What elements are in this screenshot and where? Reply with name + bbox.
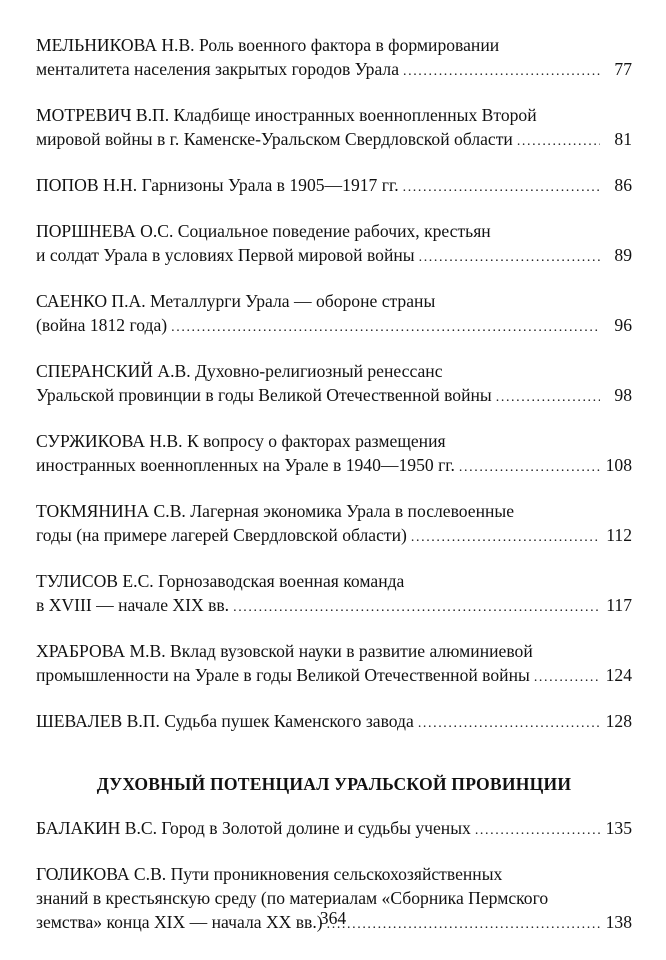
toc-entry (36, 499, 632, 550)
dot-leader (233, 596, 600, 620)
toc-entry-line: годы (на примере лагерей Свердловской области) (36, 525, 407, 545)
toc-entry-line: ТОКМЯНИНА С.В. Лагерная экономика Урала в послевоенные (36, 501, 515, 521)
toc-entry-page: 89 (614, 245, 632, 265)
toc-entry (36, 173, 632, 200)
toc-entry-page: 138 (605, 912, 632, 932)
toc-entry-line: промышленности на Урале в годы Великой Отечественной войны (36, 665, 530, 685)
toc-entry-line: СПЕРАНСКИЙ А.В. Духовно-религиозный ренессанс (36, 361, 443, 381)
dot-leader (517, 130, 600, 154)
toc-entry-line: Уральской провинции в годы Великой Отечественной войны (36, 385, 492, 405)
toc-entry-page: 117 (606, 595, 632, 615)
page-number: 364 (319, 908, 347, 928)
toc-entry-line: МЕЛЬНИКОВА Н.В. Роль военного фактора в формировании (36, 35, 500, 55)
toc-entry-last-line (36, 816, 632, 843)
toc-entry-line: ПОПОВ Н.Н. Гарнизоны Урала в 1905—1917 гг. (36, 175, 399, 195)
toc-entry-line: мировой войны в г. Каменске-Уральском Свердловской области (36, 129, 513, 149)
toc-entry-last-line (36, 709, 632, 736)
toc-entry-page: 96 (614, 315, 632, 335)
toc-entry (36, 103, 632, 154)
toc-entry-last-line (36, 313, 632, 340)
toc-entry-page: 108 (605, 455, 632, 475)
dot-leader (411, 526, 600, 550)
toc-entry-page: 98 (614, 385, 632, 405)
toc-entry-line: менталитета населения закрытых городов Урала (36, 59, 399, 79)
toc-entry-line: иностранных военнопленных на Урале в 1940—1950 гг. (36, 455, 455, 475)
toc-entry (36, 33, 632, 84)
toc-entry (36, 709, 632, 736)
toc-entry-line: в XVIII — начале XIX вв. (36, 595, 230, 615)
toc-entries-group (36, 33, 632, 736)
toc-entry (36, 289, 632, 340)
toc-entry-page: 124 (605, 665, 632, 685)
dot-leader (403, 60, 600, 84)
toc-entry-line: ТУЛИСОВ Е.С. Горнозаводская военная команда (36, 571, 405, 591)
toc-entry-line: МОТРЕВИЧ В.П. Кладбище иностранных военнопленных Второй (36, 105, 537, 125)
toc-entry-line: знаний в крестьянскую среду (по материалам «Сборника Пермского (36, 888, 549, 908)
toc-entry-line: и солдат Урала в условиях Первой мировой войны (36, 245, 415, 265)
toc-entry-line: САЕНКО П.А. Металлурги Урала — обороне страны (36, 291, 436, 311)
toc-entry-page: 81 (614, 129, 632, 149)
toc-entry (36, 639, 632, 690)
dot-leader (403, 176, 600, 200)
dot-leader (459, 456, 600, 480)
toc-entry-last-line (36, 663, 632, 690)
table-of-contents (36, 33, 632, 956)
section-title: ДУХОВНЫЙ ПОТЕНЦИАЛ УРАЛЬСКОЙ ПРОВИНЦИИ (96, 774, 572, 794)
toc-entry-line: ШЕВАЛЕВ В.П. Судьба пушек Каменского завода (36, 711, 414, 731)
toc-entry-last-line (36, 127, 632, 154)
dot-leader (475, 819, 600, 843)
toc-entry-last-line (36, 453, 632, 480)
toc-entry-page: 112 (606, 525, 632, 545)
toc-entry (36, 219, 632, 270)
toc-entry-last-line (36, 243, 632, 270)
toc-entry (36, 569, 632, 620)
toc-entry-last-line (36, 593, 632, 620)
dot-leader (418, 712, 600, 736)
toc-entry-last-line (36, 57, 632, 84)
toc-entry-line: (война 1812 года) (36, 315, 168, 335)
toc-entry-page: 128 (605, 711, 632, 731)
dot-leader (171, 316, 600, 340)
toc-entry-line: ПОРШНЕВА О.С. Социальное поведение рабочих, крестьян (36, 221, 491, 241)
toc-entry-last-line (36, 173, 632, 200)
toc-entry-page: 135 (605, 818, 632, 838)
toc-entry-line: СУРЖИКОВА Н.В. К вопросу о факторах размещения (36, 431, 446, 451)
toc-entry (36, 359, 632, 410)
dot-leader (534, 666, 600, 690)
toc-entry (36, 429, 632, 480)
dot-leader (419, 246, 600, 270)
toc-entry-line: БАЛАКИН В.С. Город в Золотой долине и судьбы ученых (36, 818, 471, 838)
dot-leader (496, 386, 600, 410)
toc-entry-last-line (36, 383, 632, 410)
toc-entry-line: земства» конца XIX — начала XX вв.) (36, 912, 323, 932)
toc-entry-page: 86 (614, 175, 632, 195)
toc-entry-last-line (36, 523, 632, 550)
toc-entry-line: ГОЛИКОВА С.В. Пути проникновения сельскохозяйственных (36, 864, 503, 884)
toc-entry-line: ХРАБРОВА М.В. Вклад вузовской науки в развитие алюминиевой (36, 641, 533, 661)
toc-entry-page: 77 (614, 59, 632, 79)
toc-entry (36, 816, 632, 843)
